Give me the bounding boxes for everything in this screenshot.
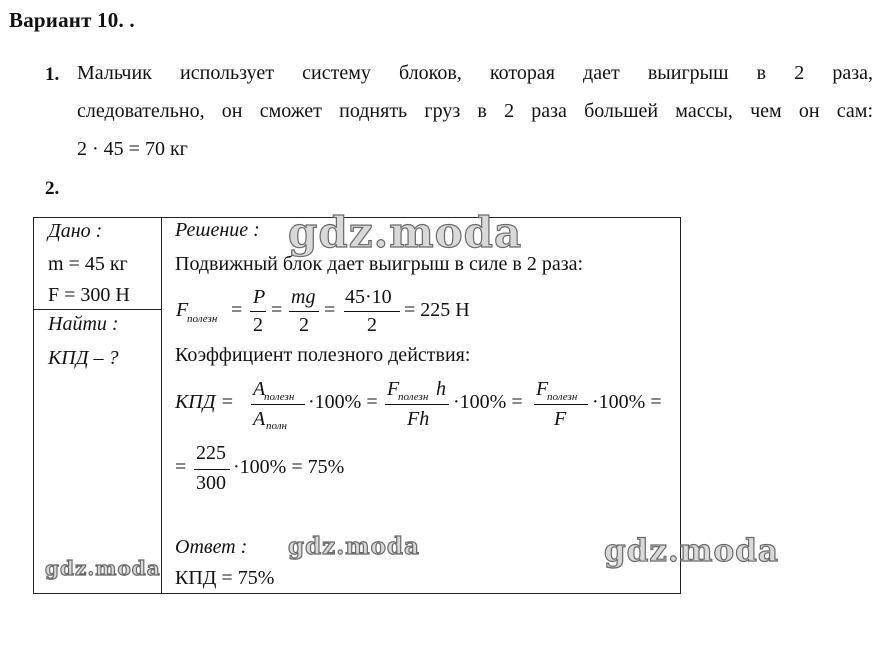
table-divider-horizontal bbox=[33, 309, 162, 310]
eq2-Fh-bottom: Fh bbox=[407, 408, 430, 430]
eq2-h-top: h bbox=[436, 378, 446, 400]
table-divider-vertical bbox=[161, 217, 162, 594]
eq3-numerator: 225 bbox=[196, 442, 226, 464]
eq2-F-top-2-subscript: полезн bbox=[547, 391, 578, 403]
eq1-denominator-3: 2 bbox=[367, 314, 377, 336]
eq2-times-100-1: ·100% = bbox=[308, 391, 378, 413]
eq2-F-top-2: F bbox=[536, 378, 549, 400]
problem-1-line-1: Мальчик использует систему блоков, которая дает выигрыш в 2 раза, bbox=[77, 62, 873, 84]
eq1-denominator-1: 2 bbox=[253, 314, 263, 336]
solution-statement: Подвижный блок дает выигрыш в силе в 2 раза: bbox=[175, 253, 584, 275]
eq1-equals-3: = bbox=[324, 299, 336, 321]
eq1-equals-1: = bbox=[231, 299, 243, 321]
eq1-numerator: 45·10 bbox=[345, 286, 392, 308]
problem-2-number: 2. bbox=[45, 178, 60, 199]
eq1-mg: mg bbox=[291, 286, 316, 308]
eq3-denominator: 300 bbox=[196, 472, 226, 494]
eq1-fraction-bar-1 bbox=[250, 311, 266, 312]
eq1-P: P bbox=[253, 286, 266, 308]
eq2-fraction-bar-3 bbox=[534, 404, 588, 405]
given-label: Дано : bbox=[48, 220, 103, 242]
eq3-equals: = bbox=[175, 456, 187, 478]
eq1-F-subscript: полезн bbox=[187, 313, 218, 325]
eq2-F-bottom: F bbox=[554, 408, 567, 430]
answer-label: Ответ : bbox=[175, 536, 248, 558]
eq2-A-top-subscript: полезн bbox=[264, 391, 295, 403]
problem-1-line-2: следовательно, он сможет поднять груз в 2 раза большей массы, чем он сам: bbox=[77, 100, 873, 122]
watermark-right: gdz.moda bbox=[604, 533, 779, 569]
eq1-F: F bbox=[176, 299, 189, 321]
efficiency-text: Коэффициент полезного действия: bbox=[175, 344, 471, 366]
eq2-times-100-2: ·100% = bbox=[453, 391, 523, 413]
watermark-left: gdz.moda bbox=[45, 556, 161, 580]
eq1-equals-2: = bbox=[271, 299, 283, 321]
find-value: КПД – ? bbox=[48, 347, 119, 369]
answer-value: КПД = 75% bbox=[175, 567, 275, 589]
eq2-F-top-subscript: полезн bbox=[398, 391, 429, 403]
eq1-denominator-2: 2 bbox=[299, 314, 309, 336]
eq2-tail: ·100% = bbox=[592, 391, 662, 413]
eq3-tail: ·100% = 75% bbox=[233, 456, 345, 478]
problem-1-number: 1. bbox=[45, 64, 60, 85]
given-force: F = 300 Н bbox=[48, 284, 130, 306]
eq2-A-bottom: A bbox=[253, 408, 266, 430]
eq2-F-top: F bbox=[387, 378, 400, 400]
eq1-fraction-bar-3 bbox=[344, 311, 400, 312]
solution-label: Решение : bbox=[175, 219, 260, 241]
eq2-kpd: КПД = bbox=[175, 391, 234, 413]
problem-1-line-3: 2 · 45 = 70 кг bbox=[77, 138, 188, 160]
eq2-fraction-bar-2 bbox=[385, 404, 449, 405]
eq3-fraction-bar bbox=[194, 469, 230, 470]
eq2-A-top: A bbox=[253, 378, 266, 400]
watermark-top: gdz.moda bbox=[288, 208, 523, 257]
page-title: Вариант 10. . bbox=[9, 8, 135, 32]
given-mass: m = 45 кг bbox=[48, 253, 128, 275]
watermark-middle: gdz.moda bbox=[288, 533, 420, 560]
eq2-A-bottom-subscript: полн bbox=[266, 420, 287, 432]
eq1-fraction-bar-2 bbox=[289, 311, 319, 312]
eq2-fraction-bar-1 bbox=[251, 404, 305, 405]
eq1-result: = 225 Н bbox=[404, 299, 470, 321]
find-label: Найти : bbox=[48, 313, 119, 335]
